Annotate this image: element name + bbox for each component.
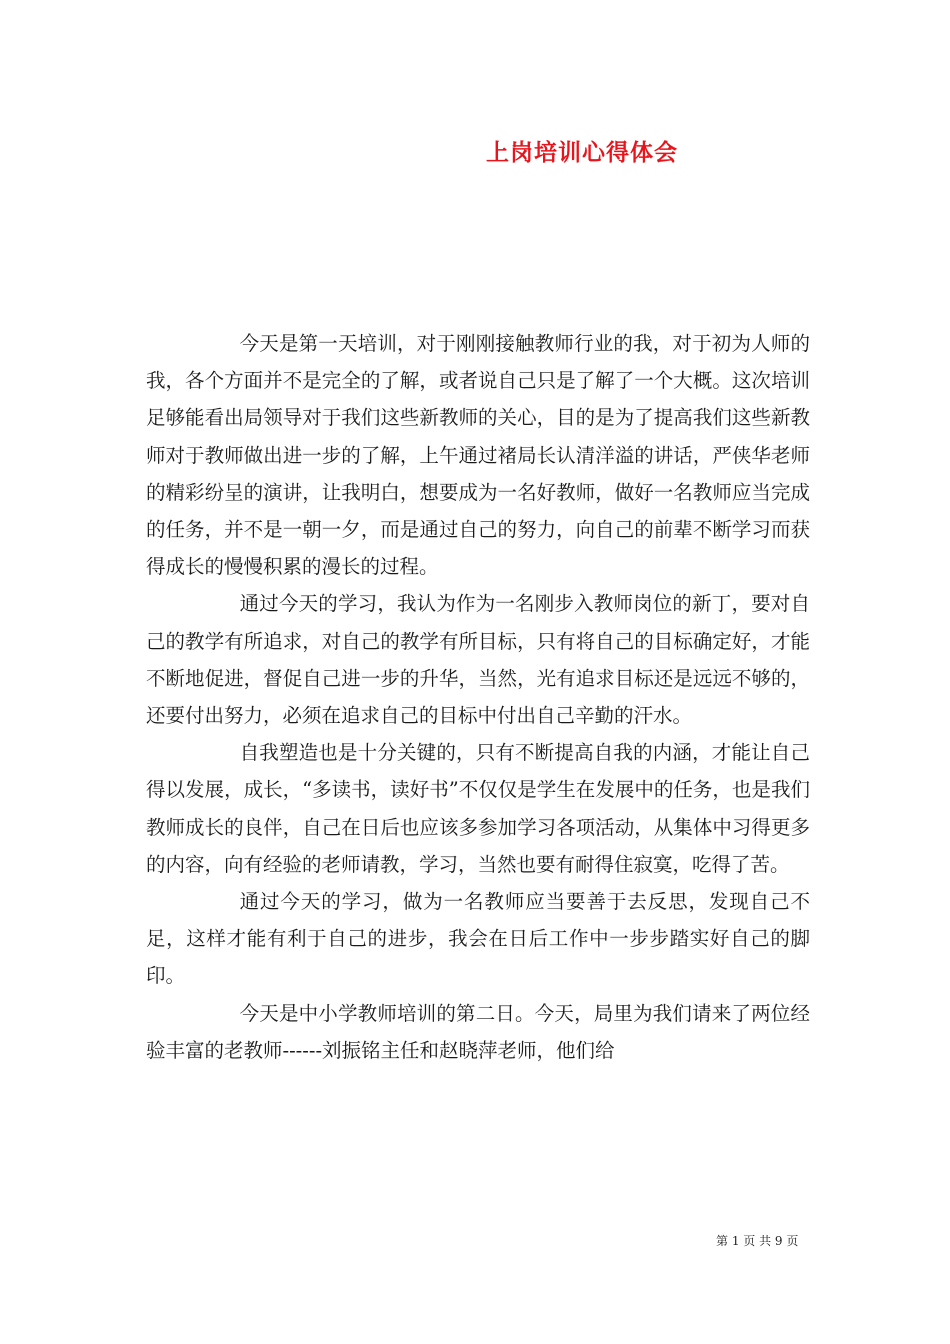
document-title: 上岗培训心得体会 — [486, 139, 678, 166]
paragraph: 通过今天的学习，我认为作为一名刚步入教师岗位的新丁，要对自己的教学有所追求，对自己的教学有所目标，只有将自己的目标确定好，才能不断地促进，督促自己进一步的升华，当然，光有追求目标还是远远不够的，还要付出努力，必须在追求自己的目标中付出自己辛勤的汗水。 — [146, 592, 810, 728]
paragraph: 今天是中小学教师培训的第二日。今天，局里为我们请来了两位经验丰富的老教师------刘振铭主任和赵晓萍老师，他们给 — [146, 1001, 810, 1062]
page-number-footer: 第 1 页 共 9 页 — [716, 1234, 799, 1248]
document-body — [146, 325, 810, 1069]
paragraph: 通过今天的学习，做为一名教师应当要善于去反思，发现自己不足，这样才能有利于自己的进步，我会在日后工作中一步步踏实好自己的脚印。 — [146, 890, 810, 988]
paragraph: 今天是第一天培训，对于刚刚接触教师行业的我，对于初为人师的我，各个方面并不是完全的了解，或者说自己只是了解了一个大概。这次培训足够能看出局领导对于我们这些新教师的关心，目的是为了提高我们这些新教师对于教师做出进一步的了解，上午通过褚局长认清洋溢的讲话，严侠华老师的精彩纷呈的演讲，让我明白，想要成为一名好教师，做好一名教师应当完成的任务，并不是一朝一夕，而是通过自己的努力，向自己的前辈不断学习而获得成长的慢慢积累的漫长的过程。 — [146, 332, 810, 579]
paragraph: 自我塑造也是十分关键的，只有不断提高自我的内涵，才能让自己得以发展，成长，“多读书，读好书”不仅仅是学生在发展中的任务，也是我们教师成长的良伴，自己在日后也应该多参加学习各项活动，从集体中习得更多的内容，向有经验的老师请教，学习，当然也要有耐得住寂寞，吃得了苦。 — [146, 741, 810, 876]
